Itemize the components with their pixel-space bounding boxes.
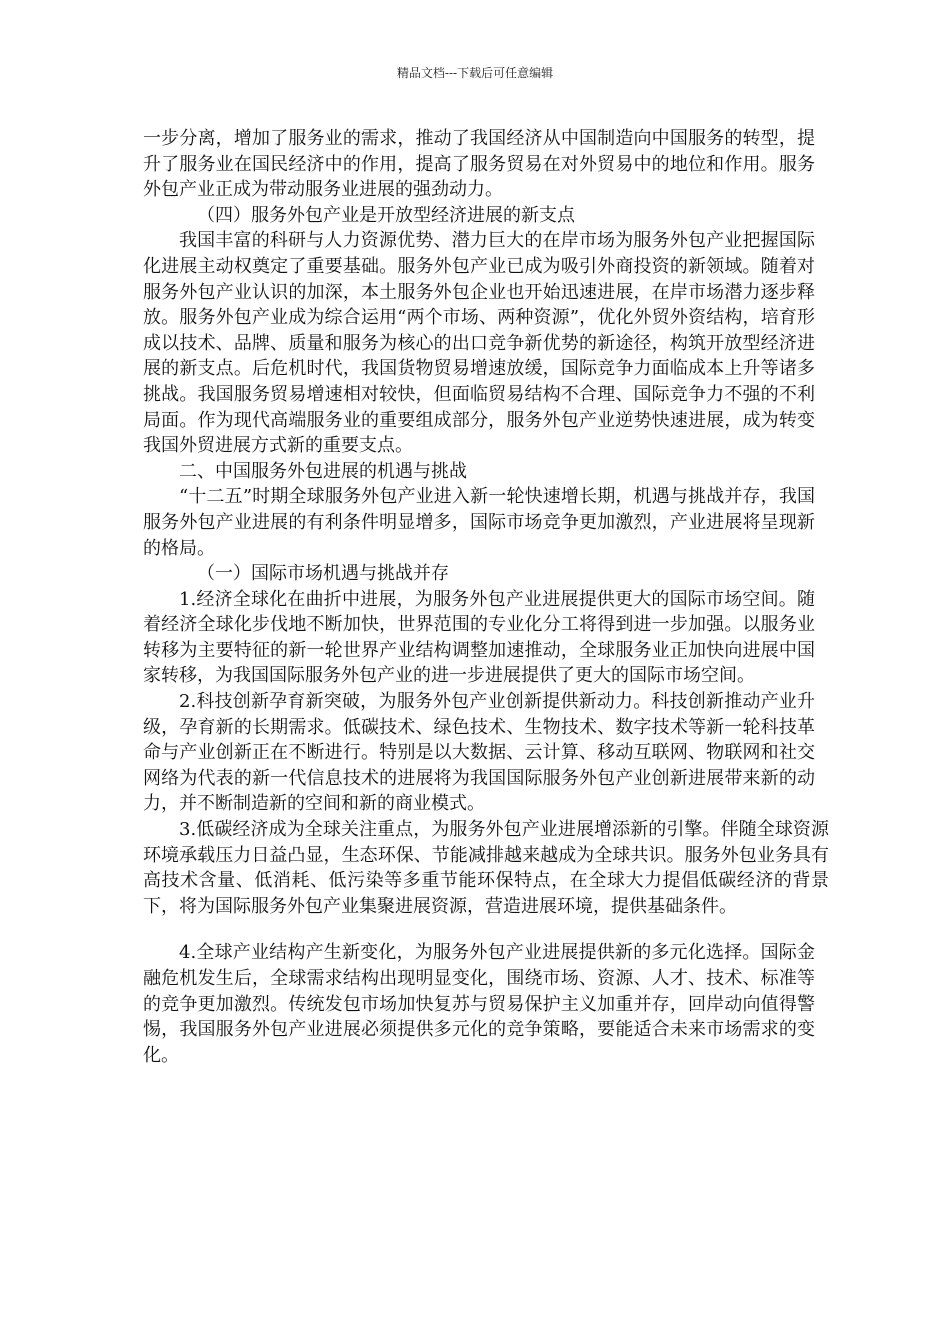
section-heading-4: （四）服务外包产业是开放型经济进展的新支点: [197, 204, 575, 226]
paragraph: “十二五”时期全球服务外包产业进入新一轮快速增长期，机遇与挑战并存，我国服务外包产业进展的有利条件明显增多，国际市场竞争更加激烈，产业进展将呈现新的格局。: [143, 486, 815, 559]
paragraph-continuation: 一步分离，增加了服务业的需求，推动了我国经济从中国制造向中国服务的转型，提升了服务业在国民经济中的作用，提高了服务贸易在对外贸易中的地位和作用。服务外包产业正成为带动服务业进展的强劲动力。: [143, 128, 815, 201]
paragraph-item-1: 1.经济全球化在曲折中进展，为服务外包产业进展提供更大的国际市场空间。随着经济全球化步伐地不断加快，世界范围的专业化分工将得到进一步加强。以服务业转移为主要特征的新一轮世界产业结构调整加速推动，全球服务业正加快向进展中国家转移，为我国国际服务外包产业的进一步进展提供了更大的国际市场空间。: [143, 588, 815, 687]
page-header: 精品文档---下载后可任意编辑: [396, 66, 554, 80]
paragraph: 我国丰富的科研与人力资源优势、潜力巨大的在岸市场为服务外包产业把握国际化进展主动权奠定了重要基础。服务外包产业已成为吸引外商投资的新领域。随着对服务外包产业认识的加深，本土服务外包企业也开始迅速进展，在岸市场潜力逐步释放。服务外包产业成为综合运用“两个市场、两种资源”，优化外贸外资结构，培育形成以技术、品牌、质量和服务为核心的出口竞争新优势的新途径，构筑开放型经济进展的新支点。后危机时代，我国货物贸易增速放缓，国际竞争力面临成本上升等诸多挑战。我国服务贸易增速相对较快，但面临贸易结构不合理、国际竞争力不强的不利局面。作为现代高端服务业的重要组成部分，服务外包产业逆势快速进展，成为转变我国外贸进展方式新的重要支点。: [143, 230, 815, 457]
paragraph-item-2: 2.科技创新孕育新突破，为服务外包产业创新提供新动力。科技创新推动产业升级，孕育新的长期需求。低碳技术、绿色技术、生物技术、数字技术等新一轮科技革命与产业创新正在不断进行。特别是以大数据、云计算、移动互联网、物联网和社交网络为代表的新一代信息技术的进展将为我国国际服务外包产业创新进展带来新的动力，并不断制造新的空间和新的商业模式。: [143, 691, 815, 815]
paragraph-item-4: 4.全球产业结构产生新变化，为服务外包产业进展提供新的多元化选择。国际金融危机发生后，全球需求结构出现明显变化，围绕市场、资源、人才、技术、标准等的竞争更加激烈。传统发包市场加快复苏与贸易保护主义加重并存，回岸动向值得警惕，我国服务外包产业进展必须提供多元化的竞争策略，要能适合未来市场需求的变化。: [143, 942, 815, 1066]
section-heading-1: （一）国际市场机遇与挑战并存: [197, 563, 449, 585]
chapter-heading-2: 二、中国服务外包进展的机遇与挑战: [179, 460, 467, 482]
document-body: [143, 126, 829, 1068]
paragraph-item-3: 3.低碳经济成为全球关注重点，为服务外包产业进展增添新的引擎。伴随全球资源环境承载压力日益凸显，生态环保、节能减排越来越成为全球共识。服务外包业务具有高技术含量、低消耗、低污染等多重节能环保特点，在全球大力提倡低碳经济的背景下，将为国际服务外包产业集聚进展资源，营造进展环境，提供基础条件。: [143, 819, 829, 917]
